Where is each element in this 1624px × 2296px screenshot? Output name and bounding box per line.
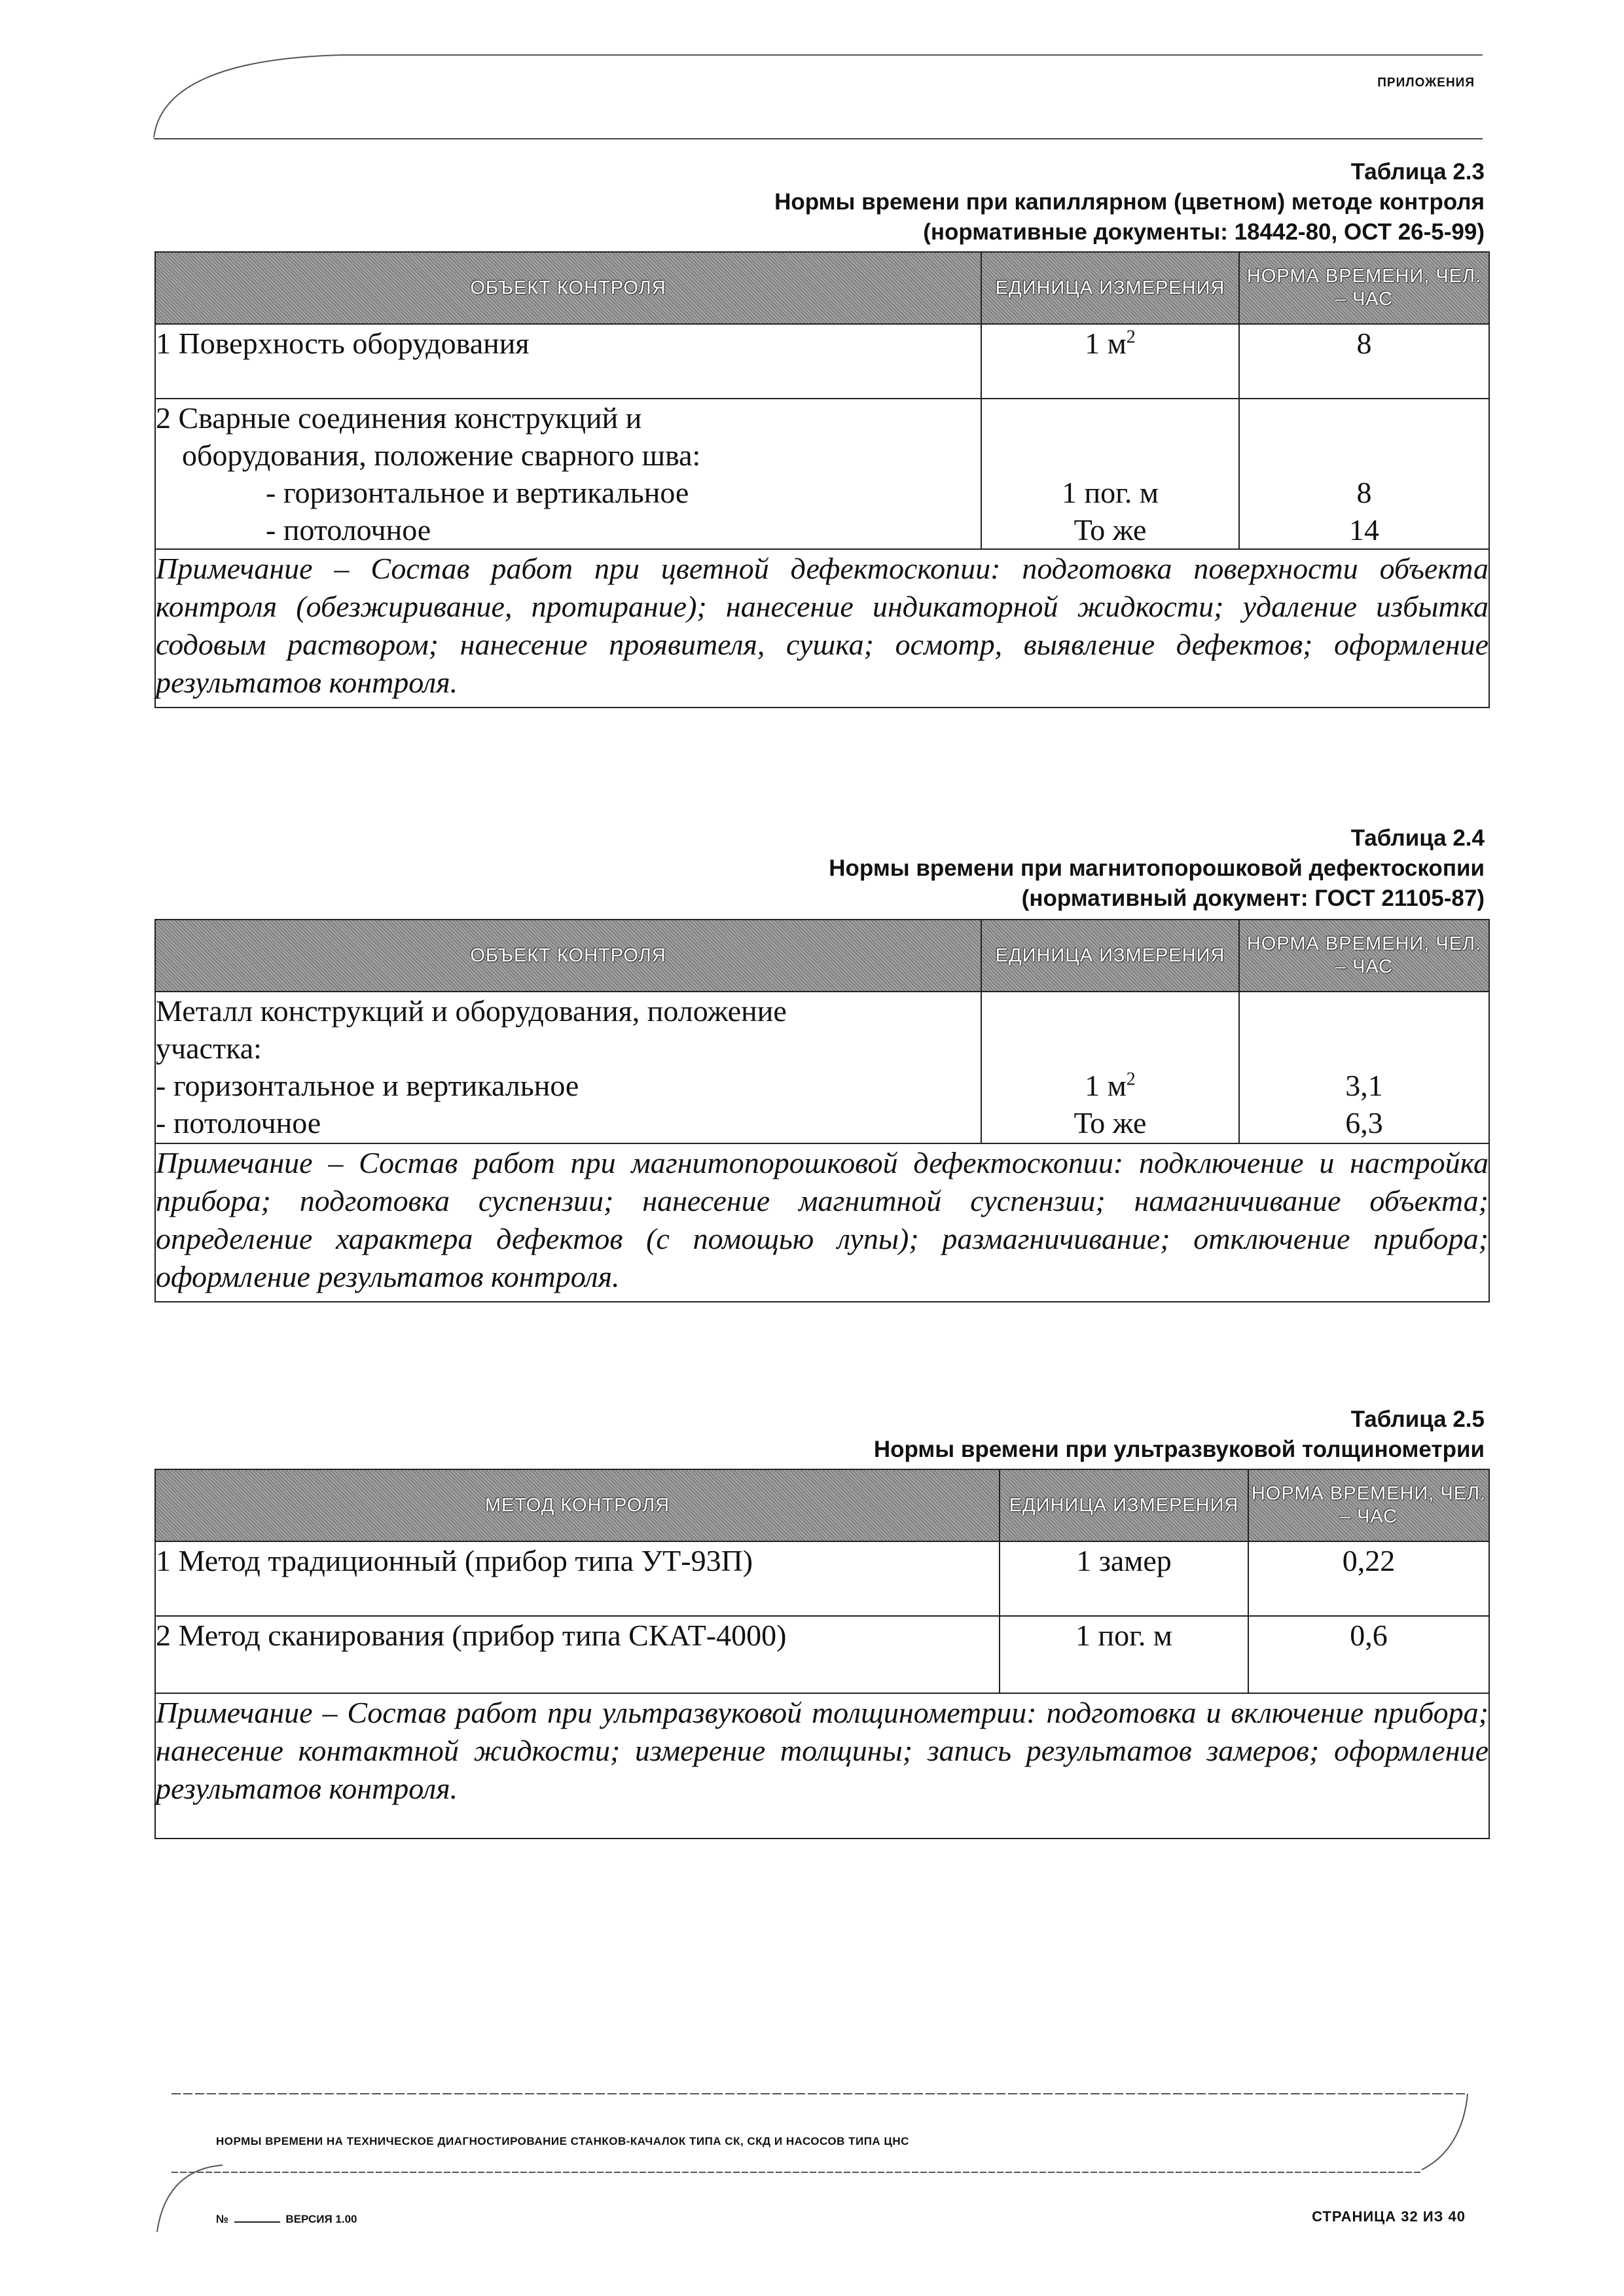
table-2-3-caption <box>774 157 1485 247</box>
table-title: Нормы времени при ультразвуковой толщинометрии <box>873 1437 1485 1462</box>
unit-superscript: 2 <box>1126 1069 1136 1090</box>
object-text: участка: <box>156 1031 262 1065</box>
table-title: Нормы времени при капиллярном (цветном) методе контроля <box>774 189 1485 215</box>
header-section-label: ПРИЛОЖЕНИЯ <box>1377 76 1475 90</box>
table-row <box>155 1616 1489 1693</box>
method-text: 1 Метод традиционный (прибор типа УТ-93П) <box>156 1544 753 1577</box>
unit-text: 1 м <box>1085 1069 1127 1102</box>
method-text: 2 Метод сканирования (прибор типа СКАТ-4000) <box>156 1619 787 1652</box>
object-text: Металл конструкций и оборудования, положение <box>156 994 787 1028</box>
footer-decoration <box>171 2091 1481 2261</box>
norm-value: 0,22 <box>1342 1544 1396 1577</box>
unit-text: То же <box>1074 1106 1147 1139</box>
column-header-object: ОБЪЕКТ КОНТРОЛЯ <box>155 920 981 992</box>
column-header-norm: НОРМА ВРЕМЕНИ, ЧЕЛ. – ЧАС <box>1248 1469 1489 1541</box>
table-note-row <box>155 1143 1489 1302</box>
table-note-row <box>155 1693 1489 1839</box>
unit-superscript: 2 <box>1126 327 1136 348</box>
table-documents: (нормативный документ: ГОСТ 21105-87) <box>1021 886 1485 911</box>
footer-page-number: СТРАНИЦА 32 ИЗ 40 <box>1312 2208 1466 2225</box>
unit-text: 1 пог. м <box>1062 476 1159 509</box>
object-text: - потолочное <box>156 1106 321 1139</box>
column-header-unit: ЕДИНИЦА ИЗМЕРЕНИЯ <box>981 920 1239 992</box>
table-header-row <box>155 920 1489 992</box>
norm-value: 8 <box>1356 327 1372 360</box>
table-row <box>155 992 1489 1143</box>
norm-value: 3,1 <box>1345 1069 1383 1102</box>
table-title: Нормы времени при магнитопорошковой дефектоскопии <box>829 855 1485 881</box>
table-number: Таблица 2.5 <box>1350 1407 1485 1432</box>
table-header-row <box>155 252 1489 324</box>
unit-text: 1 м <box>1085 327 1127 360</box>
table-note: Примечание – Состав работ при ультразвуковой толщинометрии: подготовка и включение прибора; нанесение контактной жидкости; измерение толщины; запись результатов замеров; оформление результатов контроля. <box>155 1693 1489 1839</box>
footer-document-title: НОРМЫ ВРЕМЕНИ НА ТЕХНИЧЕСКОЕ ДИАГНОСТИРОВАНИЕ СТАНКОВ-КАЧАЛОК ТИПА СК, СКД И НАСОСОВ ТИПА ЦНС <box>216 2135 909 2147</box>
norm-value: 8 <box>1356 476 1372 509</box>
table-row <box>155 324 1489 399</box>
column-header-unit: ЕДИНИЦА ИЗМЕРЕНИЯ <box>1000 1469 1248 1541</box>
table-note-row <box>155 549 1489 708</box>
norm-value: 6,3 <box>1345 1106 1383 1139</box>
object-text: 1 Поверхность оборудования <box>156 327 530 360</box>
footer-version-text: ВЕРСИЯ 1.00 <box>285 2213 357 2225</box>
column-header-object: ОБЪЕКТ КОНТРОЛЯ <box>155 252 981 324</box>
unit-text: 1 замер <box>1076 1544 1172 1577</box>
footer-version <box>216 2213 357 2226</box>
norm-value: 14 <box>1349 513 1379 547</box>
footer-number-label: № <box>216 2213 228 2225</box>
unit-text: То же <box>1074 513 1147 547</box>
object-text: - горизонтальное и вертикальное <box>266 476 689 509</box>
header-decoration <box>147 46 1496 144</box>
table-header-row <box>155 1469 1489 1541</box>
object-text: - горизонтальное и вертикальное <box>156 1069 579 1102</box>
column-header-norm: НОРМА ВРЕМЕНИ, ЧЕЛ. – ЧАС <box>1239 920 1489 992</box>
table-row <box>155 1541 1489 1616</box>
column-header-norm: НОРМА ВРЕМЕНИ, ЧЕЛ. – ЧАС <box>1239 252 1489 324</box>
object-text: - потолочное <box>266 513 431 547</box>
table-2-4-caption <box>829 823 1485 914</box>
table-number: Таблица 2.3 <box>1350 159 1485 185</box>
column-header-unit: ЕДИНИЦА ИЗМЕРЕНИЯ <box>981 252 1239 324</box>
object-text: 2 Сварные соединения конструкций и <box>156 401 642 435</box>
table-2-5-caption <box>874 1405 1485 1465</box>
table-2-4 <box>154 919 1490 1302</box>
table-note: Примечание – Состав работ при магнитопорошковой дефектоскопии: подключение и настройка прибора; подготовка суспензии; нанесение магнитной суспензии; намагничивание объекта; определение характера дефектов (с помощью лупы); размагничивание; отключение прибора; оформление результатов контроля. <box>155 1143 1489 1302</box>
table-number: Таблица 2.4 <box>1350 825 1485 851</box>
table-note: Примечание – Состав работ при цветной дефектоскопии: подготовка поверхности объекта контроля (обезжиривание, протирание); нанесение индикаторной жидкости; удаление избытка содовым раствором; нанесение проявителя, сушка; осмотр, выявление дефектов; оформление результатов контроля. <box>155 549 1489 708</box>
unit-text: 1 пог. м <box>1075 1619 1172 1652</box>
table-row <box>155 399 1489 549</box>
norm-value: 0,6 <box>1350 1619 1388 1652</box>
object-text: оборудования, положение сварного шва: <box>182 439 701 472</box>
footer-corner-decoration <box>151 2160 229 2238</box>
table-documents: (нормативные документы: 18442-80, ОСТ 26-5-99) <box>923 219 1485 245</box>
table-2-5 <box>154 1469 1490 1839</box>
column-header-method: МЕТОД КОНТРОЛЯ <box>155 1469 1000 1541</box>
table-2-3 <box>154 251 1490 708</box>
